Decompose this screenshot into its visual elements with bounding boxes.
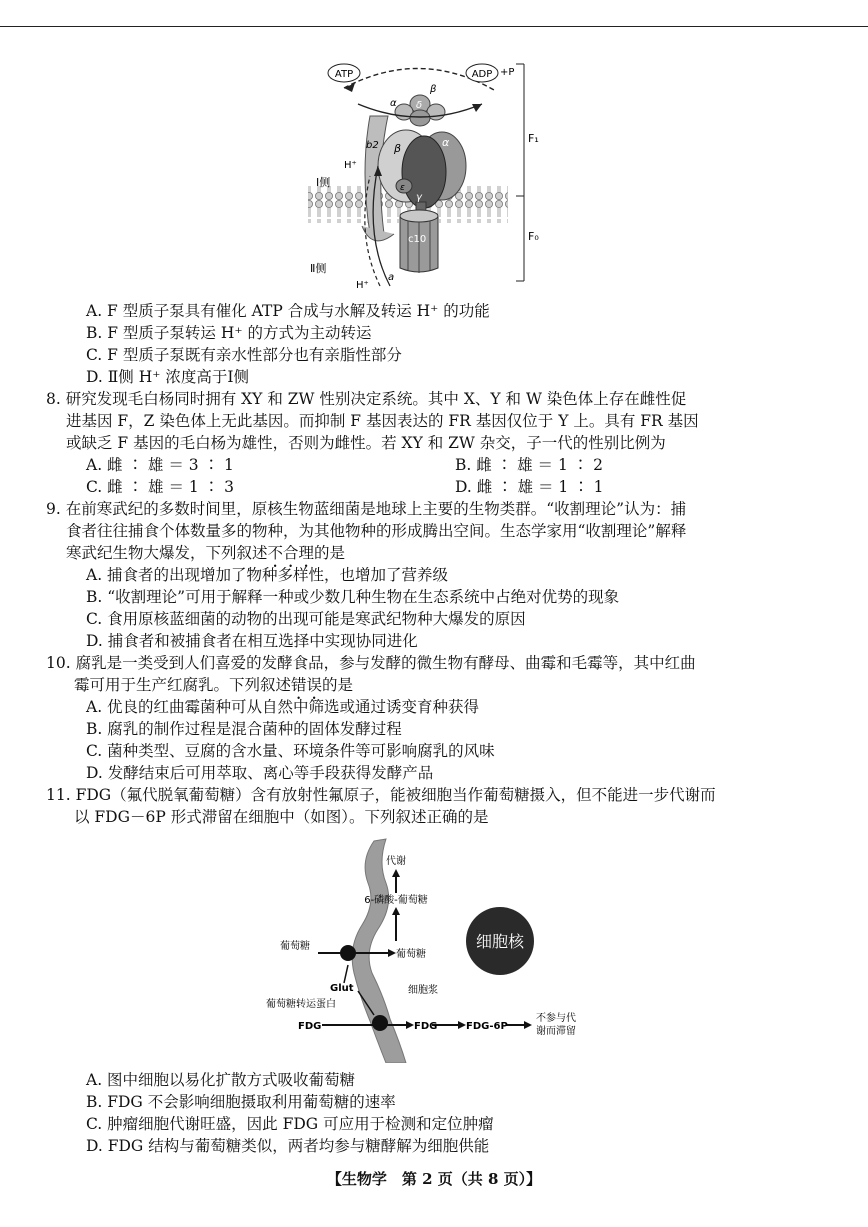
glut-transporter-bottom xyxy=(372,1015,388,1031)
retained-label-1: 不参与代 xyxy=(536,1013,576,1024)
q8-option-a: A. 雌 ∶ 雄 ＝ 3 ∶ 1 xyxy=(86,456,234,474)
beta-top-label: β xyxy=(430,84,437,95)
h-plus-top: H⁺ xyxy=(344,160,357,171)
alpha-top-label: α xyxy=(390,98,397,109)
nucleus-label: 细胞核 xyxy=(475,932,525,951)
emphasis-text: 不合理 xyxy=(267,544,315,562)
q10-stem-line2: 霉可用于生产红腐乳。下列叙述错误的是 xyxy=(74,676,354,694)
side-ii-label: Ⅱ侧 xyxy=(310,262,327,275)
epsilon-label: ε xyxy=(400,183,405,193)
glut-label: Glut xyxy=(330,983,354,994)
q8-option-b: B. 雌 ∶ 雄 ＝ 1 ∶ 2 xyxy=(455,456,604,474)
q8-stem-line1: 8. 研究发现毛白杨同时拥有 XY 和 ZW 性别决定系统。其中 X、Y 和 W 染色体上存在雌性促 xyxy=(46,390,687,408)
q9-stem-line1: 9. 在前寒武纪的多数时间里，原核生物蓝细菌是地球上主要的生物类群。“收割理论”认为：捕 xyxy=(46,500,687,518)
fdg6p-label: FDG-6P xyxy=(466,1021,508,1032)
q10-option-c: C. 菌种类型、豆腐的含水量、环境条件等可影响腐乳的风味 xyxy=(86,742,495,760)
q11-option-b: B. FDG 不会影响细胞摄取利用葡萄糖的速率 xyxy=(86,1093,396,1111)
q11-option-c: C. 肿瘤细胞代谢旺盛，因此 FDG 可应用于检测和定位肿瘤 xyxy=(86,1115,494,1133)
q10-stem-line1: 10. 腐乳是一类受到人们喜爱的发酵食品，参与发酵的微生物有酵母、曲霉和毛霉等，其中红曲 xyxy=(46,654,696,672)
alpha-label: α xyxy=(442,136,450,149)
q11-option-a: A. 图中细胞以易化扩散方式吸收葡萄糖 xyxy=(86,1071,356,1089)
beta-label: β xyxy=(394,142,402,155)
atp-label: ATP xyxy=(334,69,354,80)
q8-option-c: C. 雌 ∶ 雄 ＝ 1 ∶ 3 xyxy=(86,478,234,496)
side-i-label: Ⅰ侧 xyxy=(316,176,331,189)
a-label: a xyxy=(388,272,395,283)
delta-label: δ xyxy=(416,100,423,111)
c10-label: c10 xyxy=(408,234,427,245)
q9-option-d: D. 捕食者和被捕食者在相互选择中实现协同进化 xyxy=(86,632,418,650)
q7-option-d: D. Ⅱ侧 H⁺ 浓度高于Ⅰ侧 xyxy=(86,368,249,386)
q9-stem-line2: 食者往往捕食个体数量多的物种，为其他物种的形成腾出空间。生态学家用“收割理论”解释 xyxy=(66,522,687,540)
metabolism-label: 代谢 xyxy=(386,856,406,867)
proton-pump-figure xyxy=(304,56,544,292)
pi-label: +P xyxy=(500,67,515,78)
q10-option-d: D. 发酵结束后可用萃取、离心等手段获得发酵产品 xyxy=(86,764,434,782)
q9-option-b: B. “收割理论”可用于解释一种或少数几种生物在生态系统中占绝对优势的现象 xyxy=(86,588,620,606)
q7-option-c: C. F 型质子泵既有亲水性部分也有亲脂性部分 xyxy=(86,346,402,364)
q9-stem-line3: 寒武纪生物大爆发，下列叙述不合理的是 xyxy=(66,544,346,562)
fdg-uptake-figure xyxy=(260,833,620,1063)
q11-stem-line2: 以 FDG－6P 形式滞留在细胞中（如图）。下列叙述正确的是 xyxy=(74,808,489,826)
q7-option-b: B. F 型质子泵转运 H⁺ 的方式为主动转运 xyxy=(86,324,372,342)
q8-stem-line3: 或缺乏 F 基因的毛白杨为雄性，否则为雌性。若 XY 和 ZW 杂交，子一代的性别比例为 xyxy=(66,434,666,452)
header-rule xyxy=(0,26,868,27)
page-footer: 【生物学 第 2 页（共 8 页）】 xyxy=(326,1170,542,1188)
emphasis-text: 错误 xyxy=(291,676,323,694)
fdg-inside-label: FDG xyxy=(414,1021,438,1032)
q10-option-b: B. 腐乳的制作过程是混合菌种的固体发酵过程 xyxy=(86,720,402,738)
q8-stem-line2: 进基因 F，Z 染色体上无此基因。而抑制 F 基因表达的 FR 基因仅位于 Y 上。具有 FR 基因 xyxy=(66,412,699,430)
cytoplasm-label: 细胞浆 xyxy=(408,985,438,996)
b2-label: b2 xyxy=(366,140,379,151)
f0-label: F₀ xyxy=(528,230,539,243)
q11-stem-line1: 11. FDG（氟代脱氧葡萄糖）含有放射性氟原子，能被细胞当作葡萄糖摄入，但不能进一步代谢而 xyxy=(46,786,716,804)
adp-label: ADP xyxy=(471,69,493,80)
f1-label: F₁ xyxy=(528,132,539,145)
gamma-label: γ xyxy=(416,192,422,203)
q7-option-a: A. F 型质子泵具有催化 ATP 合成与水解及转运 H⁺ 的功能 xyxy=(86,302,490,320)
h-plus-bottom: H⁺ xyxy=(356,280,369,291)
q11-option-d: D. FDG 结构与葡萄糖类似，两者均参与糖酵解为细胞供能 xyxy=(86,1137,490,1155)
retained-label-2: 谢而滞留 xyxy=(536,1026,576,1037)
transporter-label: 葡萄糖转运蛋白 xyxy=(266,999,336,1010)
q9-option-c: C. 食用原核蓝细菌的动物的出现可能是寒武纪物种大爆发的原因 xyxy=(86,610,526,628)
glucose-inside-label: 葡萄糖 xyxy=(396,949,426,960)
glucose-outside-label: 葡萄糖 xyxy=(280,941,310,952)
q8-option-d: D. 雌 ∶ 雄 ＝ 1 ∶ 1 xyxy=(455,478,604,496)
fdg-outside-label: FDG xyxy=(298,1021,322,1032)
g6p-label: 6-磷酸-葡萄糖 xyxy=(364,895,428,906)
q9-option-a: A. 捕食者的出现增加了物种多样性，也增加了营养级 xyxy=(86,566,449,584)
q10-option-a: A. 优良的红曲霉菌种可从自然中筛选或通过诱变育种获得 xyxy=(86,698,480,716)
